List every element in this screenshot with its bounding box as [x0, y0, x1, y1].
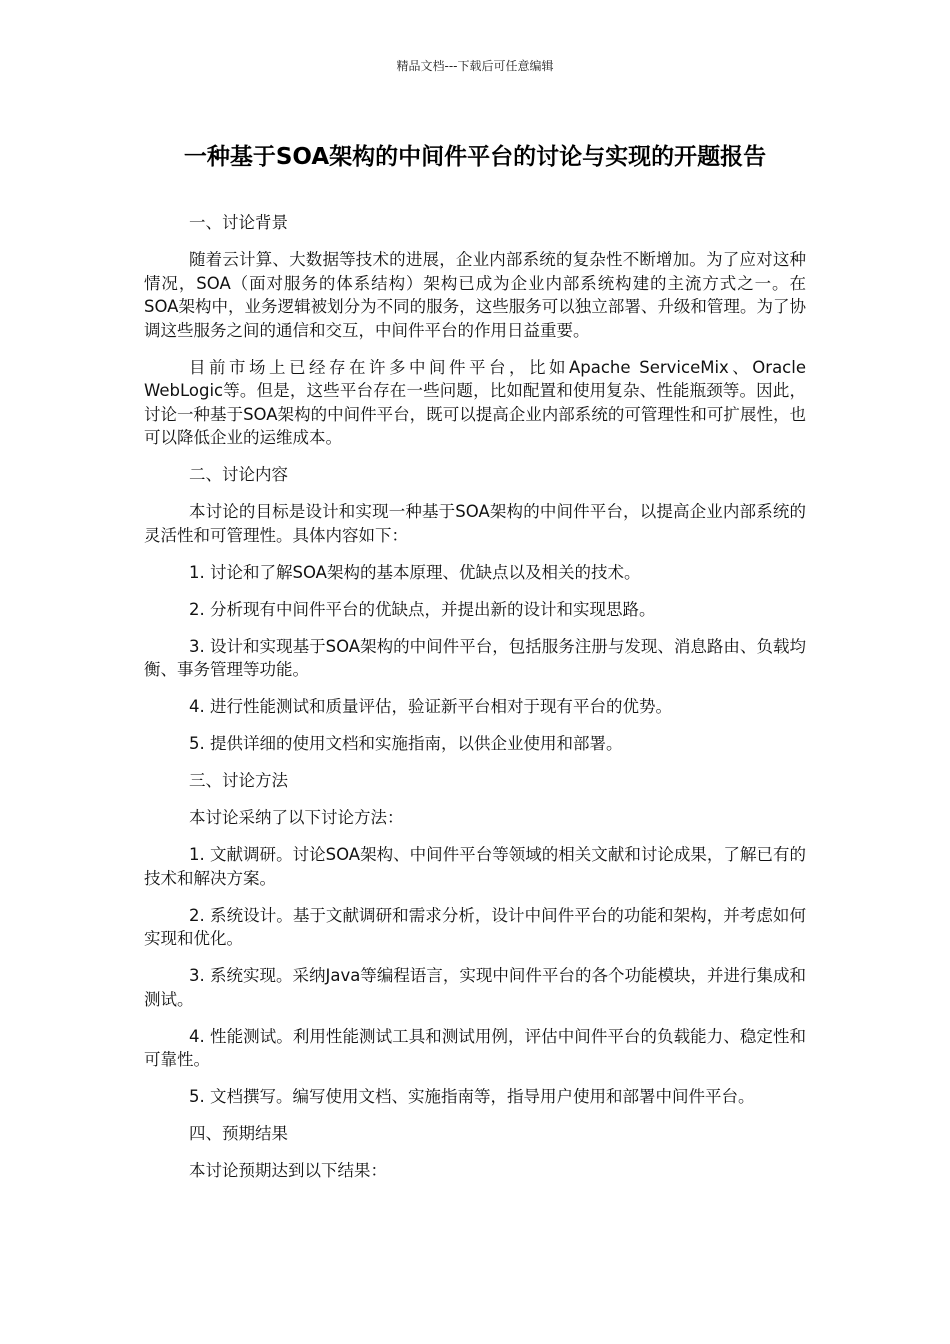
- list-item: 4. 性能测试。利用性能测试工具和测试用例，评估中间件平台的负载能力、稳定性和可靠性。: [144, 1026, 806, 1069]
- section-heading-results: 四、预期结果: [189, 1124, 288, 1143]
- section-heading-method: 三、讨论方法: [189, 771, 288, 790]
- document-body: [144, 211, 806, 1196]
- paragraph: 本讨论预期达到以下结果：: [189, 1161, 387, 1180]
- list-item: 3. 设计和实现基于SOA架构的中间件平台，包括服务注册与发现、消息路由、负载均衡、事务管理等功能。: [144, 636, 806, 679]
- list-item: 1. 讨论和了解SOA架构的基本原理、优缺点以及相关的技术。: [189, 562, 641, 582]
- header-note: 精品文档---下载后可任意编辑: [396, 59, 554, 73]
- document-title: 一种基于SOA架构的中间件平台的讨论与实现的开题报告: [183, 144, 767, 170]
- list-item: 4. 进行性能测试和质量评估，验证新平台相对于现有平台的优势。: [189, 697, 672, 716]
- list-item: 5. 文档撰写。编写使用文档、实施指南等，指导用户使用和部署中间件平台。: [189, 1087, 755, 1106]
- list-item: 1. 文献调研。讨论SOA架构、中间件平台等领域的相关文献和讨论成果，了解已有的技术和解决方案。: [144, 845, 806, 888]
- paragraph: 随着云计算、大数据等技术的进展，企业内部系统的复杂性不断增加。为了应对这种情况，SOA（面对服务的体系结构）架构已成为企业内部系统构建的主流方式之一。在SOA架构中，业务逻辑被划分为不同的服务，这些服务可以独立部署、升级和管理。为了协调这些服务之间的通信和交互，中间件平台的作用日益重要。: [144, 250, 806, 340]
- list-item: 3. 系统实现。采纳Java等编程语言，实现中间件平台的各个功能模块，并进行集成和测试。: [144, 966, 806, 1009]
- section-heading-background: 一、讨论背景: [189, 213, 288, 232]
- paragraph: 本讨论采纳了以下讨论方法：: [189, 808, 404, 827]
- list-item: 5. 提供详细的使用文档和实施指南，以供企业使用和部署。: [189, 734, 623, 753]
- list-item: 2. 系统设计。基于文献调研和需求分析，设计中间件平台的功能和架构，并考虑如何实现和优化。: [144, 905, 806, 948]
- section-heading-content: 二、讨论内容: [189, 465, 288, 484]
- paragraph: 目前市场上已经存在许多中间件平台，比如Apache ServiceMix、Oracle WebLogic等。但是，这些平台存在一些问题，比如配置和使用复杂、性能瓶颈等。因此，讨论一种基于SOA架构的中间件平台，既可以提高企业内部系统的可管理性和可扩展性，也可以降低企业的运维成本。: [144, 357, 806, 447]
- paragraph: 本讨论的目标是设计和实现一种基于SOA架构的中间件平台，以提高企业内部系统的灵活性和可管理性。具体内容如下：: [144, 502, 806, 545]
- list-item: 2. 分析现有中间件平台的优缺点，并提出新的设计和实现思路。: [189, 599, 656, 619]
